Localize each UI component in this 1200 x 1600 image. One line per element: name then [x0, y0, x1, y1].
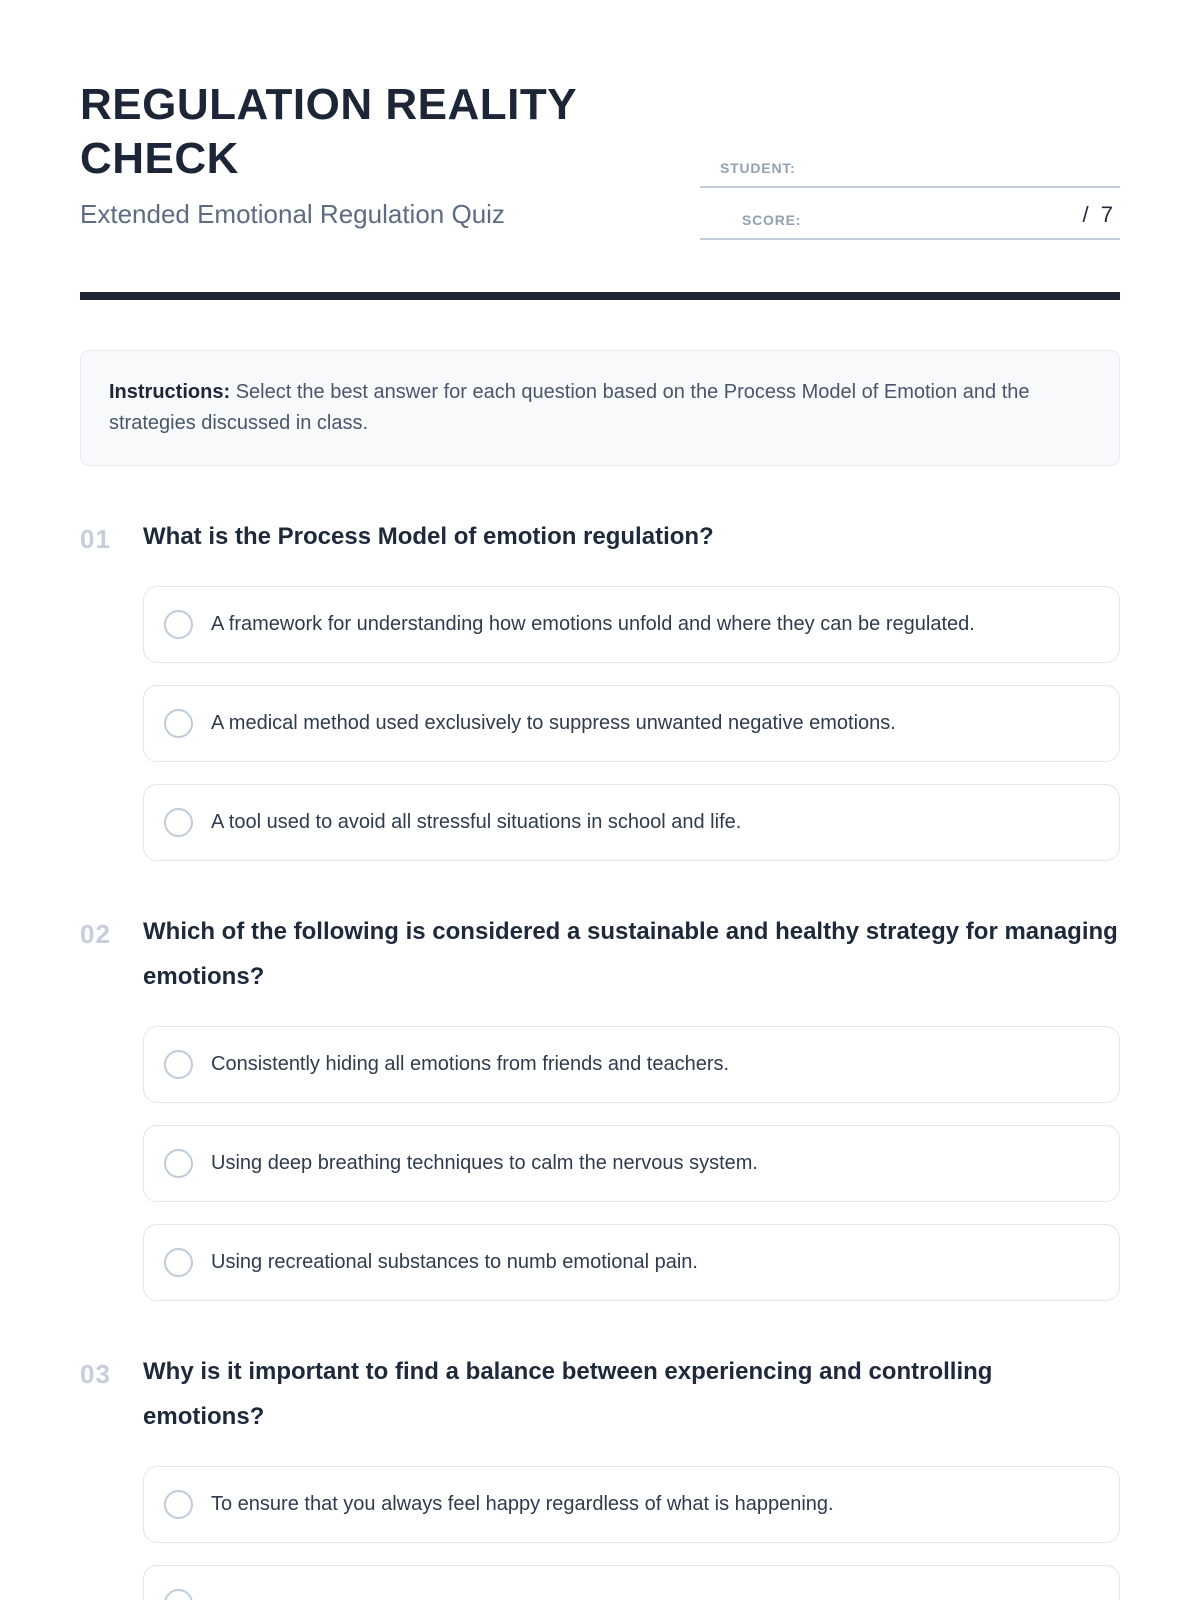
score-label: SCORE: [742, 212, 802, 228]
student-label: STUDENT: [720, 160, 796, 176]
radio-button-icon[interactable] [164, 709, 193, 738]
header-title-block [80, 78, 680, 230]
instructions-label: Instructions: [109, 381, 231, 403]
radio-button-icon[interactable] [164, 1490, 193, 1519]
page-title: REGULATION REALITY CHECK [80, 80, 577, 183]
radio-button-icon[interactable] [164, 808, 193, 837]
options-list [143, 1466, 1120, 1600]
answer-option-label: Using recreational substances to numb emotional pain. [211, 1250, 698, 1273]
radio-button-icon[interactable] [164, 610, 193, 639]
options-list [143, 586, 1120, 861]
answer-option-label: Using deep breathing techniques to calm the nervous system. [211, 1151, 758, 1174]
question-text: Which of the following is considered a sustainable and healthy strategy for managing emotions? [143, 917, 1118, 991]
radio-button-icon[interactable] [164, 1050, 193, 1079]
score-total: / 7 [1082, 202, 1116, 227]
question-block [80, 917, 1120, 1301]
page-subtitle: Extended Emotional Regulation Quiz [80, 199, 505, 230]
answer-option[interactable] [143, 1466, 1120, 1543]
question-text: What is the Process Model of emotion regulation? [143, 523, 714, 550]
question-text: Why is it important to find a balance between experiencing and controlling emotions? [143, 1357, 993, 1431]
answer-option[interactable] [143, 1125, 1120, 1202]
answer-option[interactable] [143, 1026, 1120, 1103]
answer-option-label: A framework for understanding how emotions unfold and where they can be regulated. [211, 612, 975, 635]
radio-button-icon[interactable] [164, 1589, 193, 1600]
header [80, 78, 1120, 240]
student-score-block [700, 138, 1120, 240]
instructions-body: Select the best answer for each question based on the Process Model of Emotion and the strategies discussed in class. [109, 381, 1030, 434]
header-divider [80, 292, 1120, 300]
instructions-box [80, 350, 1120, 466]
questions [80, 522, 1120, 1600]
question-number: 03 [80, 1358, 111, 1389]
question-number: 02 [80, 918, 111, 949]
answer-option[interactable] [143, 1224, 1120, 1301]
radio-button-icon[interactable] [164, 1248, 193, 1277]
answer-option[interactable] [143, 586, 1120, 663]
question-block [80, 522, 1120, 861]
answer-option-label: A tool used to avoid all stressful situations in school and life. [211, 810, 742, 833]
question-number: 01 [80, 524, 111, 554]
radio-button-icon[interactable] [164, 1149, 193, 1178]
answer-option-label: A medical method used exclusively to suppress unwanted negative emotions. [211, 711, 896, 734]
answer-option-label: Consistently hiding all emotions from friends and teachers. [211, 1052, 730, 1075]
question-block [80, 1357, 1120, 1600]
answer-option[interactable] [143, 685, 1120, 762]
answer-option[interactable] [143, 1565, 1120, 1600]
score-field[interactable] [700, 190, 1120, 240]
answer-option-label: To ensure that you always feel happy regardless of what is happening. [211, 1492, 834, 1515]
answer-option[interactable] [143, 784, 1120, 861]
options-list [143, 1026, 1120, 1301]
student-name-field[interactable] [700, 138, 1120, 188]
